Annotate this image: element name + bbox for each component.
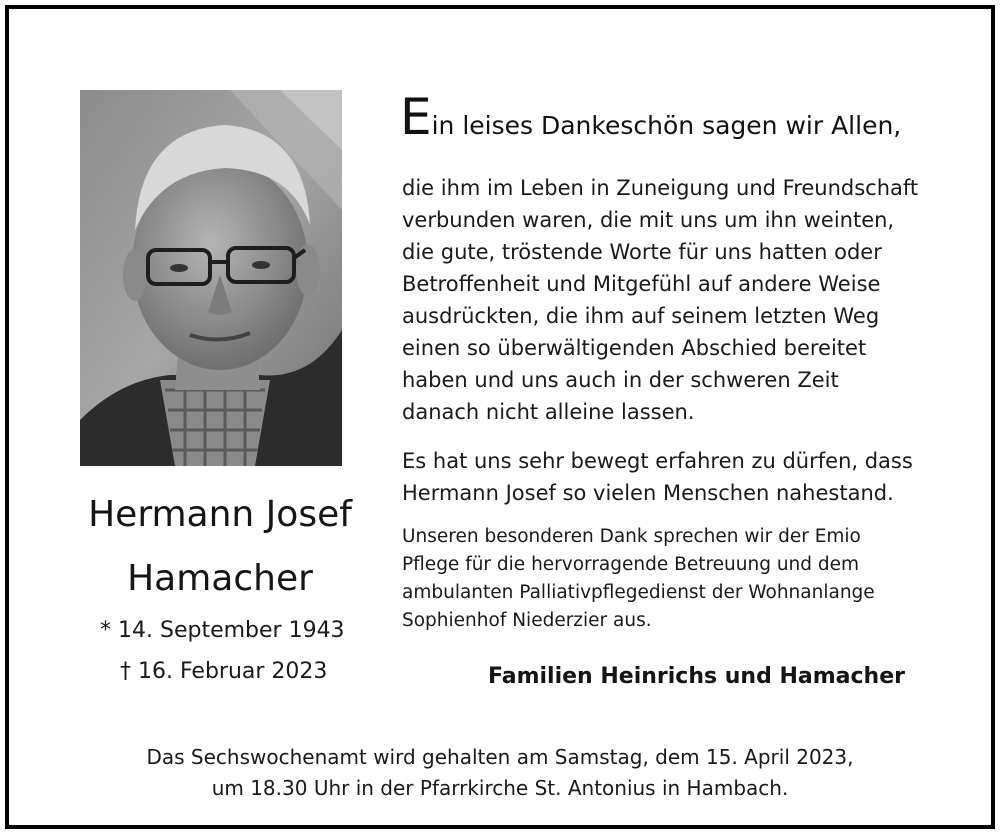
death-date: † 16. Februar 2023 [120, 659, 328, 684]
headline-initial: E [400, 88, 432, 146]
footer-line: Das Sechswochenamt wird gehalten am Samstag, dem 15. April 2023, [146, 745, 854, 769]
footer-line: um 18.30 Uhr in der Pfarrkirche St. Antonius in Hambach. [211, 776, 789, 800]
paragraph-line: ambulanten Palliativpflegedienst der Wohnanlange [402, 582, 875, 603]
portrait-photo [80, 90, 342, 466]
family-signature: Familien Heinrichs und Hamacher [488, 664, 905, 689]
special-thanks-paragraph [402, 523, 875, 635]
portrait-image [80, 90, 342, 466]
moved-paragraph [402, 445, 913, 509]
paragraph-line: Es hat uns sehr bewegt erfahren zu dürfen, dass [402, 449, 913, 473]
paragraph-line: Unseren besonderen Dank sprechen wir der Emio [402, 526, 861, 547]
paragraph-line: Sophienhof Niederzier aus. [402, 610, 652, 631]
birth-date: * 14. September 1943 [100, 618, 345, 643]
paragraph-line: danach nicht alleine lassen. [402, 400, 695, 424]
paragraph-line: haben und uns auch in der schweren Zeit [402, 368, 839, 392]
paragraph-line: die gute, tröstende Worte für uns hatten oder [402, 240, 882, 264]
deceased-last-name: Hamacher [127, 558, 313, 599]
paragraph-line: Pflege für die hervorragende Betreuung und dem [402, 554, 860, 575]
paragraph-line: Betroffenheit und Mitgefühl auf andere Weise [402, 272, 881, 296]
headline-text: in leises Dankeschön sagen wir Allen, [431, 111, 902, 140]
thanks-paragraph [402, 172, 918, 428]
paragraph-line: Hermann Josef so vielen Menschen nahestand. [402, 481, 894, 505]
paragraph-line: einen so überwältigenden Abschied bereitet [402, 336, 867, 360]
service-announcement [0, 742, 1000, 804]
paragraph-line: verbunden waren, die mit uns um ihn weinten, [402, 208, 895, 232]
paragraph-line: die ihm im Leben in Zuneigung und Freundschaft [402, 176, 919, 200]
headline [400, 88, 902, 146]
deceased-first-names: Hermann Josef [88, 494, 352, 535]
paragraph-line: ausdrückten, die ihm auf seinem letzten Weg [402, 304, 880, 328]
